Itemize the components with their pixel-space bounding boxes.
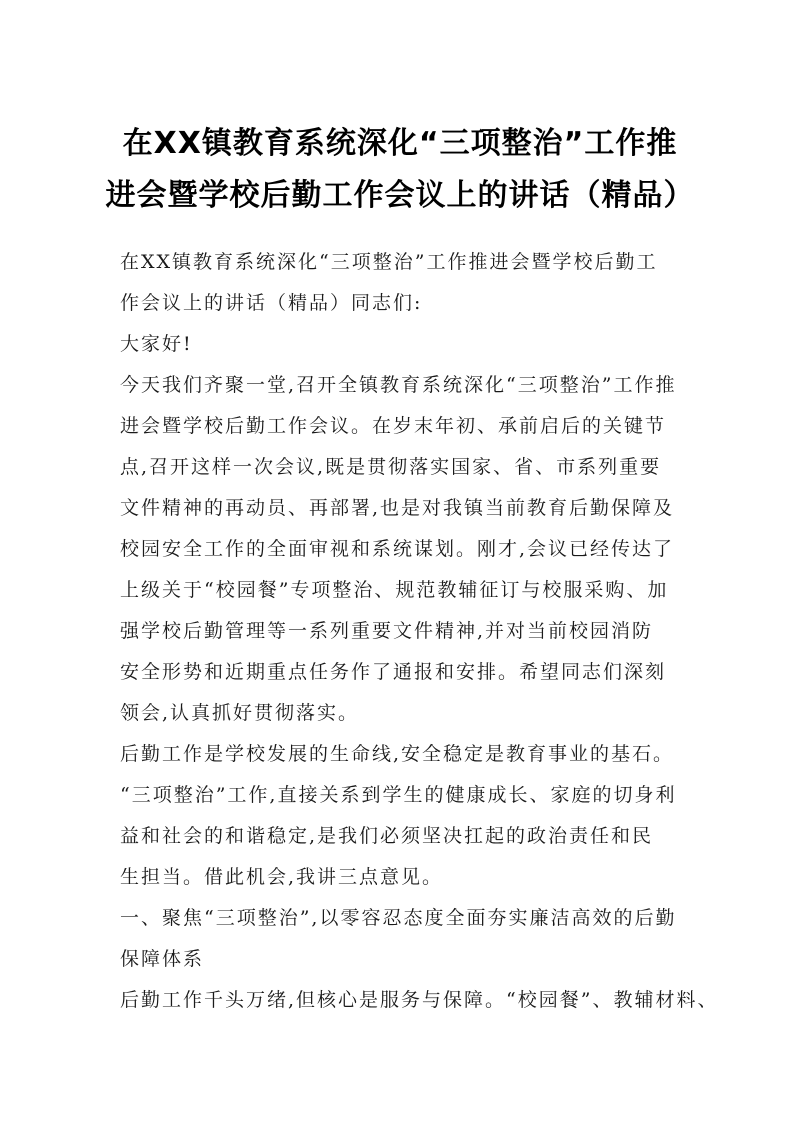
- body-line: 生担当。借此机会,我讲三点意见。: [120, 866, 444, 888]
- title-line: 在XX镇教育系统深化“三项整治”工作推: [122, 126, 678, 161]
- body-line: “三项整治”工作,直接关系到学生的健康成长、家庭的切身利: [120, 784, 677, 806]
- document-title: [100, 118, 700, 222]
- body-line: 上级关于“校园餐”专项整治、规范教辅征订与校服采购、加: [120, 579, 669, 601]
- body-line: 安全形势和近期重点任务作了通报和安排。希望同志们深刻: [120, 661, 667, 683]
- body-line: 后勤工作千头万绪,但核心是服务与保障。“校园餐”、教辅材料、: [120, 989, 719, 1011]
- body-line: 领会,认真抓好贯彻落实。: [120, 702, 360, 724]
- body-line: 大家好!: [120, 333, 193, 355]
- body-line: 校园安全工作的全面审视和系统谋划。刚才,会议已经传达了: [120, 538, 675, 560]
- body-line: 后勤工作是学校发展的生命线,安全稳定是教育事业的基石。: [120, 743, 675, 765]
- body-line: 强学校后勤管理等一系列重要文件精神,并对当前校园消防: [120, 620, 654, 642]
- section-heading-line: 保障体系: [120, 948, 205, 970]
- body-line: 在XX镇教育系统深化“三项整治”工作推进会暨学校后勤工: [120, 251, 658, 273]
- body-line: 益和社会的和谐稳定,是我们必须坚决扛起的政治责任和民: [120, 825, 654, 847]
- section-heading-line: 一、聚焦“三项整治”,以零容忍态度全面夯实廉洁高效的后勤: [120, 907, 677, 929]
- document-body: [120, 242, 719, 1021]
- body-line: 文件精神的再动员、再部署,也是对我镇当前教育后勤保障及: [120, 497, 675, 519]
- body-line: 点,召开这样一次会议,既是贯彻落实国家、省、市系列重要: [120, 456, 662, 478]
- body-line: 今天我们齐聚一堂,召开全镇教育系统深化“三项整治”工作推: [120, 374, 677, 396]
- body-line: 进会暨学校后勤工作会议。在岁末年初、承前启后的关键节: [120, 415, 667, 437]
- body-line: 作会议上的讲话（精品）同志们:: [120, 292, 423, 314]
- title-line: 进会暨学校后勤工作会议上的讲话（精品）: [105, 178, 695, 213]
